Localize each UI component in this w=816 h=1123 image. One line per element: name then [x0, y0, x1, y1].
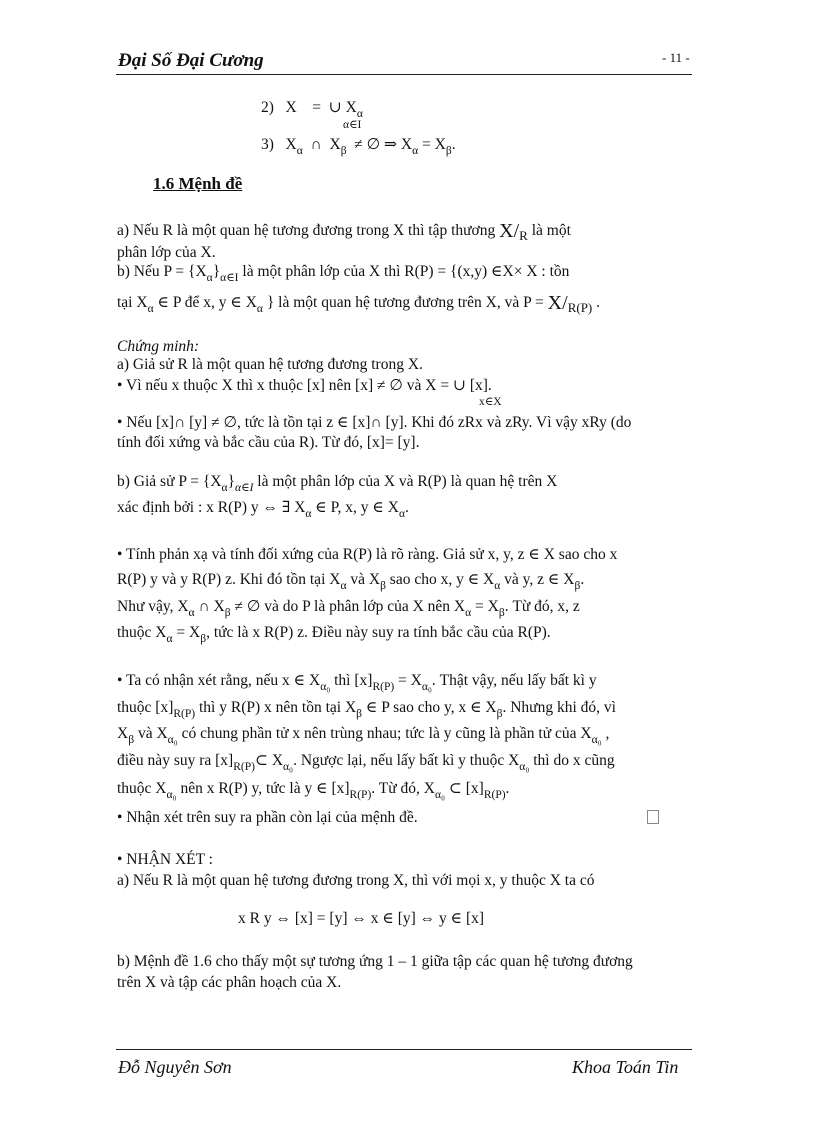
footer-rule — [116, 1049, 692, 1050]
proof-c-line2: R(P) y và y R(P) z. Khi đó tồn tại $X_\alpha$ và $X_\beta$ sao cho x, y ∈ $X_\alpha$ và y, z ∈ $X_\beta$. — [117, 571, 585, 592]
condition-2: 2) X = ∪ $X_\alpha$ — [261, 99, 363, 120]
proof-bullet-2-line1: • Nếu [x]∩ [y] ≠ ∅, tức là tồn tại z ∈ [x]∩ [y]. Khi đó zRx và zRy. Vì vậy xRy (do — [117, 414, 632, 431]
condition-3: 3) $X_\alpha$ ∩ $X_\beta$ ≠ ∅ ⇒ $X_\alpha = X_\beta$. — [261, 136, 456, 157]
remark-b-line1: b) Mệnh đề 1.6 cho thấy một sự tương ứng 1 – 1 giữa tập các quan hệ tương đương — [117, 953, 633, 970]
proof-title: Chứng minh: — [117, 338, 200, 355]
proof-d-line3: $X_\beta$ và $X_{\alpha_0}$ có chung phần tử x nên trùng nhau; tức là y cũng là phần tử của $X_{\alpha_0}$ , — [117, 725, 610, 746]
proof-b-line2: xác định bởi : x R(P) y ⇔ ∃ $X_\alpha$ ∈ P, x, y ∈ $X_\alpha$. — [117, 499, 409, 520]
qed-square-icon — [647, 810, 659, 824]
proof-d-line2: thuộc $[x]_{R(P)}$ thì y R(P) x nên tồn tại $X_\beta$ ∈ P sao cho y, x ∈ $X_\beta$. Nhưng khi đó, vì — [117, 699, 616, 720]
remark-b-line2: trên X và tập các phân hoạch của X. — [117, 974, 342, 991]
footer-author: Đỗ Nguyên Sơn — [118, 1057, 232, 1077]
header-rule — [116, 74, 692, 75]
prop-b-line2: tại $X_\alpha$ ∈ P để x, y ∈ $X_\alpha$ } là một quan hệ tương đương trên X, và $P = X/_{R(P)}$ . — [117, 292, 600, 315]
header-title: Đại Số Đại Cương — [118, 50, 264, 71]
proof-d-line1: • Ta có nhận xét rằng, nếu x ∈ $X_{\alpha_0}$ thì $[x]_{R(P)} = X_{\alpha_0}$. Thật vậy, nếu lấy bất kì y — [117, 672, 597, 693]
prop-b-line1: b) Nếu $P = \{X_\alpha\}_{\alpha\in I}$ là một phân lớp của X thì R(P) = {(x,y) ∈X× X : tồn — [117, 263, 570, 284]
proof-c-line3: Như vậy, $X_\alpha$ ∩ $X_\beta$ ≠ ∅ và do P là phân lớp của X nên $X_\alpha = X_\beta$. Từ đó, x, z — [117, 598, 580, 619]
proof-bullet-2-line2: tính đối xứng và bắc cầu của R). Từ đó, [x]= [y]. — [117, 434, 420, 451]
proof-c-line4: thuộc $X_\alpha = X_\beta$, tức là x R(P) z. Điều này suy ra tính bắc cầu của R(P). — [117, 624, 551, 645]
prop-a-line2: phân lớp của X. — [117, 244, 216, 261]
proof-bullet-1: • Vì nếu x thuộc X thì x thuộc [x] nên [x] ≠ ∅ và X = ∪ [x]. — [117, 377, 492, 394]
proof-d-line5: thuộc $X_{\alpha_0}$ nên x R(P) y, tức là y ∈ $[x]_{R(P)}$. Từ đó, $X_{\alpha_0}$ ⊂ $[x]_{R(P)}$. — [117, 780, 510, 801]
proof-c-line1: • Tính phản xạ và tính đối xứng của R(P) là rõ ràng. Giả sử x, y, z ∈ X sao cho x — [117, 546, 618, 563]
proof-b-line1: b) Giả sử $P = \{X_\alpha\}_{\alpha\in I}$ là một phân lớp của X và R(P) là quan hệ trên X — [117, 473, 558, 494]
section-heading: 1.6 Mệnh đề — [153, 174, 243, 193]
union-index-x: x∈X — [479, 396, 502, 408]
remark-equivalence: x R y ⇔ [x] = [y] ⇔ x ∈ [y] ⇔ y ∈ [x] — [238, 910, 485, 927]
footer-department: Khoa Toán Tin — [572, 1057, 679, 1077]
remark-a: a) Nếu R là một quan hệ tương đương trong X, thì với mọi x, y thuộc X ta có — [117, 872, 595, 889]
proof-a: a) Giả sử R là một quan hệ tương đương trong X. — [117, 356, 423, 373]
union-index-alpha: α∈I — [343, 119, 362, 131]
proof-d-line4: điều này suy ra $[x]_{R(P)}\subset$ $X_{\alpha_0}$. Ngược lại, nếu lấy bất kì y thuộc $X_{\alpha_0}$ thì do x cũng — [117, 752, 615, 773]
remark-title: • NHẬN XÉT : — [117, 851, 213, 868]
page-number: - 11 - — [662, 50, 690, 65]
prop-a-line1: a) Nếu R là một quan hệ tương đương trong X thì tập thương $X/_R$ là một — [117, 220, 571, 243]
proof-e: • Nhận xét trên suy ra phần còn lại của mệnh đề. — [117, 809, 418, 826]
